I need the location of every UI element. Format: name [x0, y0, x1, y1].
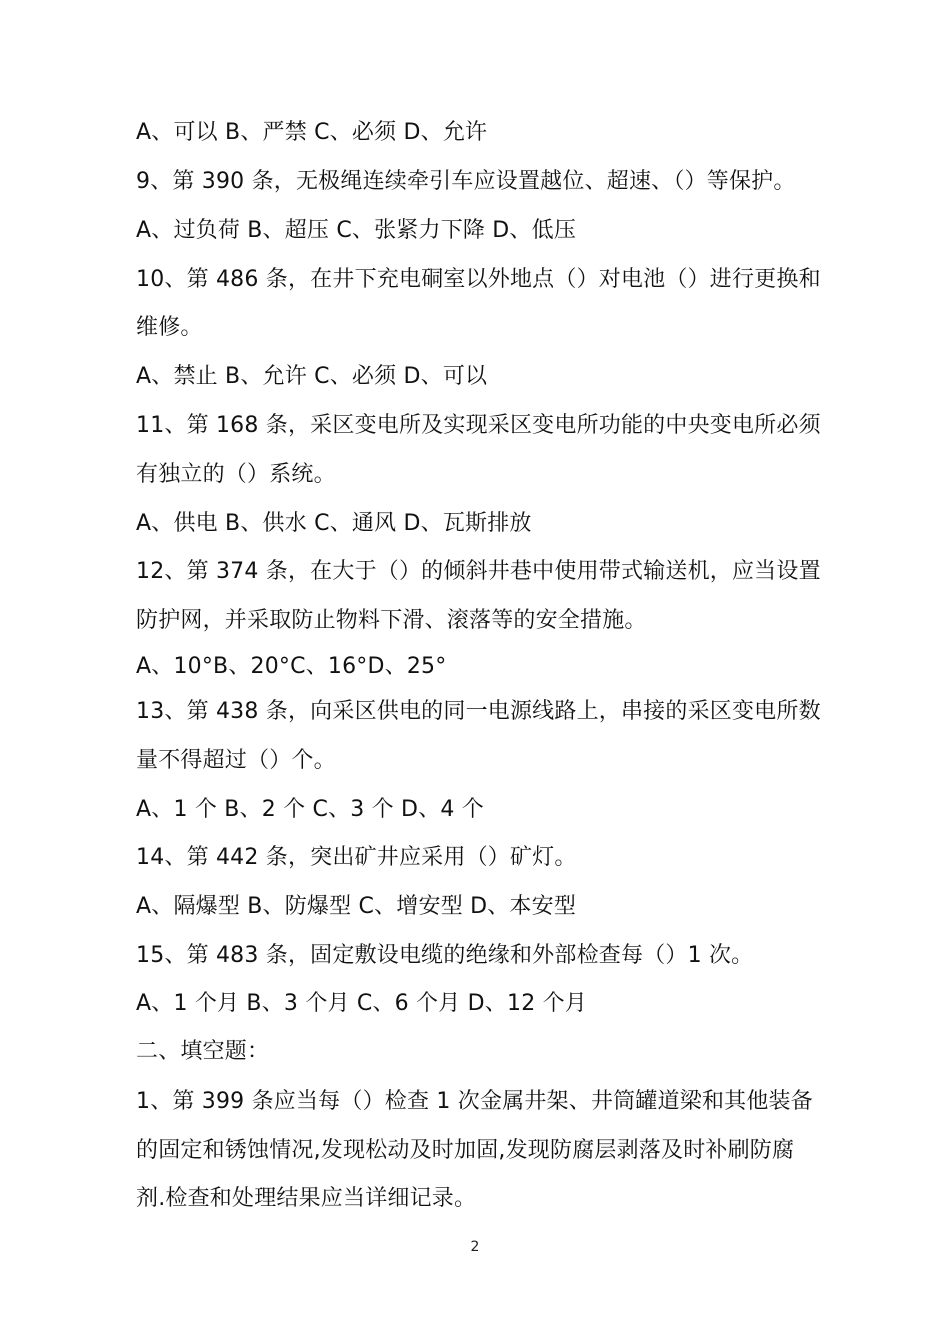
question-line: 14、第 442 条，突出矿井应采用（）矿灯。	[136, 845, 577, 870]
option-line: A、可以 B、严禁 C、必须 D、允许	[136, 120, 488, 145]
option-line: A、隔爆型 B、防爆型 C、增安型 D、本安型	[136, 894, 577, 919]
question-line: 15、第 483 条，固定敷设电缆的绝缘和外部检查每（）1 次。	[136, 943, 754, 968]
option-line: A、1 个月 B、3 个月 C、6 个月 D、12 个月	[136, 991, 587, 1016]
question-line: 防护网，并采取防止物料下滑、滚落等的安全措施。	[136, 608, 647, 633]
option-line: A、禁止 B、允许 C、必须 D、可以	[136, 364, 488, 389]
question-line: 9、第 390 条，无极绳连续牵引车应设置越位、超速、（）等保护。	[136, 169, 796, 194]
option-line: A、1 个 B、2 个 C、3 个 D、4 个	[136, 797, 484, 822]
question-line: 剂.检查和处理结果应当详细记录。	[136, 1186, 477, 1211]
section-heading: 二、填空题：	[136, 1039, 270, 1064]
question-line: 有独立的（）系统。	[136, 462, 336, 487]
question-line: 的固定和锈蚀情况,发现松动及时加固,发现防腐层剥落及时补刷防腐	[136, 1138, 795, 1163]
question-line: 13、第 438 条，向采区供电的同一电源线路上，串接的采区变电所数	[136, 699, 821, 724]
question-line: 12、第 374 条，在大于（）的倾斜井巷中使用带式输送机，应当设置	[136, 559, 821, 584]
question-line: 维修。	[136, 315, 203, 340]
option-line: A、过负荷 B、超压 C、张紧力下降 D、低压	[136, 218, 577, 243]
option-line: A、10°B、20°C、16°D、25°	[136, 654, 447, 679]
question-line: 10、第 486 条，在井下充电硐室以外地点（）对电池（）进行更换和	[136, 267, 821, 292]
question-line: 11、第 168 条，采区变电所及实现采区变电所功能的中央变电所必须	[136, 413, 821, 438]
page-number: 2	[470, 1239, 480, 1255]
question-line: 量不得超过（）个。	[136, 748, 336, 773]
question-line: 1、第 399 条应当每（）检查 1 次金属井架、井筒罐道梁和其他装备	[136, 1089, 813, 1114]
option-line: A、供电 B、供水 C、通风 D、瓦斯排放	[136, 511, 532, 536]
